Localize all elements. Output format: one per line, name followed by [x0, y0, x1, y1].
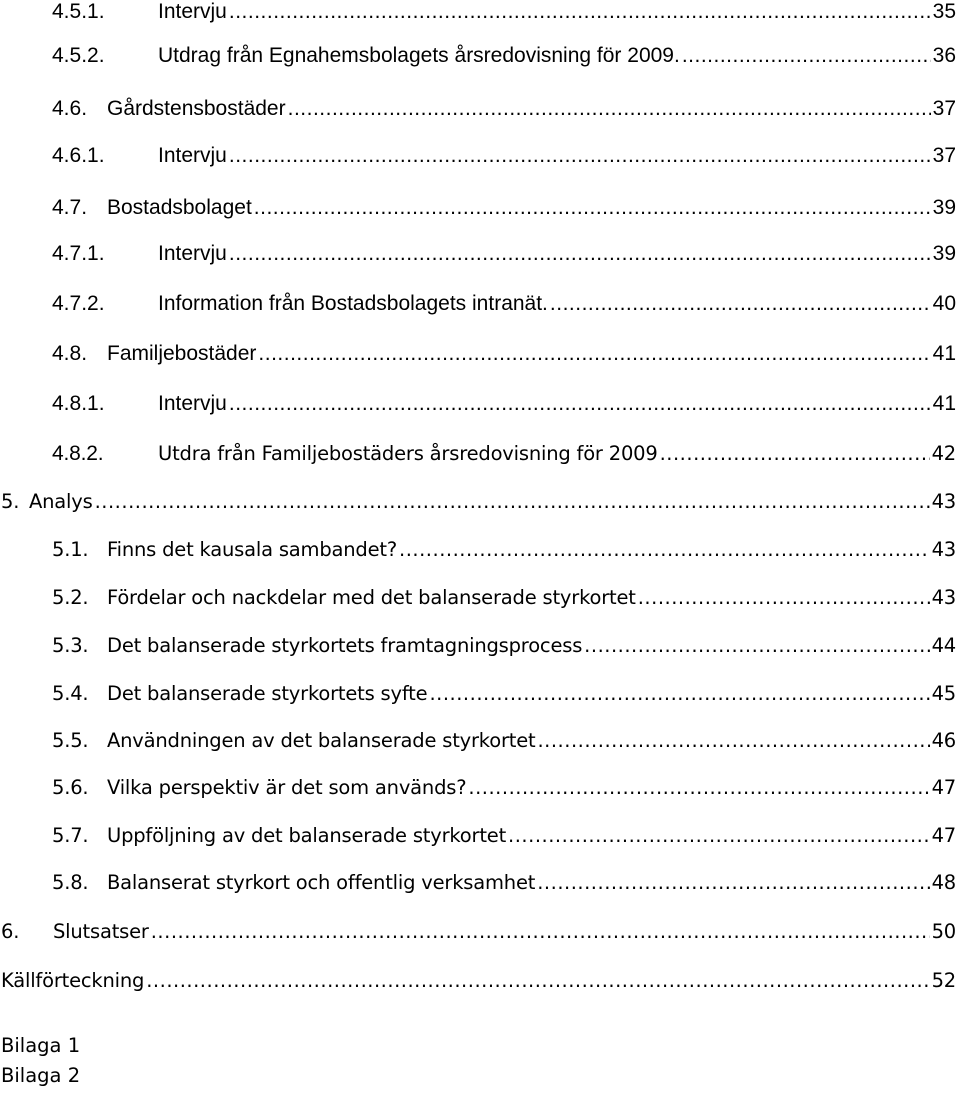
toc-entry-number: 4.5.1. — [52, 0, 105, 23]
toc-entry[interactable] — [52, 290, 956, 318]
toc-entry-title: Det balanserade styrkortets syfte — [107, 682, 428, 705]
toc-entry-page: 46 — [931, 729, 956, 752]
toc-entry-page: 43 — [931, 490, 956, 513]
toc-leader-dots — [399, 536, 930, 564]
toc-entry-title: Bostadsbolaget — [107, 196, 252, 219]
toc-entry-page: 35 — [932, 0, 956, 23]
toc-leader-dots — [146, 967, 929, 995]
toc-leader-dots — [151, 918, 930, 946]
toc-entry-number: 4.7.1. — [52, 242, 105, 265]
toc-leader-dots — [682, 42, 931, 70]
toc-entry-title: Analys — [29, 490, 93, 513]
toc-entry-number: 5. — [1, 490, 20, 513]
toc-entry[interactable] — [52, 822, 956, 850]
toc-entry[interactable] — [52, 536, 956, 564]
toc-entry-page: 39 — [932, 196, 956, 219]
toc-entry-page: 52 — [931, 969, 956, 992]
toc-entry[interactable] — [1, 918, 956, 946]
toc-entry-number: 5.4. — [52, 682, 89, 705]
toc-entry-page: 45 — [931, 682, 956, 705]
toc-entry[interactable] — [52, 194, 956, 222]
toc-entry[interactable] — [52, 340, 956, 368]
toc-entry-title: Gårdstensbostäder — [107, 97, 286, 120]
toc-entry[interactable] — [52, 440, 956, 468]
toc-leader-dots — [258, 340, 930, 368]
toc-entry-number: 4.5.2. — [52, 44, 105, 67]
toc-leader-dots — [95, 488, 930, 516]
toc-entry[interactable] — [52, 774, 956, 802]
toc-entry-page: 43 — [931, 586, 956, 609]
toc-entry-title: Utdrag från Egnahemsbolagets årsredovisning för 2009. — [158, 44, 680, 67]
toc-leader-dots — [468, 774, 929, 802]
toc-entry[interactable] — [52, 727, 956, 755]
toc-entry[interactable] — [52, 390, 956, 418]
toc-leader-dots — [229, 390, 931, 418]
toc-entry-number: 5.6. — [52, 776, 89, 799]
toc-entry-number: 4.7.2. — [52, 292, 105, 315]
toc-entry-page: 37 — [932, 97, 956, 120]
toc-entry-page: 48 — [931, 871, 956, 894]
toc-entry-title: Användningen av det balanserade styrkortet — [107, 729, 536, 752]
toc-entry[interactable] — [52, 95, 956, 123]
toc-entry-number: 5.3. — [52, 634, 89, 657]
toc-entry[interactable] — [52, 632, 956, 660]
toc-entry-title: Slutsatser — [53, 920, 149, 943]
toc-leader-dots — [537, 727, 929, 755]
toc-entry-number: 4.6.1. — [52, 144, 105, 167]
toc-entry-page: 40 — [932, 292, 956, 315]
toc-entry-number: 4.8.1. — [52, 392, 105, 415]
toc-entry[interactable] — [52, 680, 956, 708]
toc-leader-dots — [638, 584, 930, 612]
toc-leader-dots — [288, 95, 931, 123]
toc-entry-page: 41 — [932, 392, 956, 415]
toc-entry-title: Det balanserade styrkortets framtagningsprocess — [107, 634, 583, 657]
toc-entry-title: Vilka perspektiv är det som används? — [107, 776, 467, 799]
toc-leader-dots — [660, 440, 930, 468]
toc-entry-title: Intervju — [158, 144, 227, 167]
appendix-label: Bilaga 2 — [1, 1064, 81, 1087]
toc-entry-number: 5.1. — [52, 538, 89, 561]
toc-leader-dots — [508, 822, 930, 850]
toc-leader-dots — [229, 0, 931, 26]
toc-entry-page: 44 — [931, 634, 956, 657]
toc-entry[interactable] — [1, 488, 956, 516]
toc-entry-page: 41 — [932, 342, 956, 365]
toc-entry-page: 43 — [931, 538, 956, 561]
toc-leader-dots — [229, 240, 931, 268]
toc-entry[interactable] — [52, 142, 956, 170]
toc-leader-dots — [229, 142, 931, 170]
toc-entry-number: 5.5. — [52, 729, 89, 752]
toc-entry-number: 5.7. — [52, 824, 89, 847]
appendix-label: Bilaga 1 — [1, 1034, 81, 1057]
toc-leader-dots — [537, 869, 929, 897]
toc-entry[interactable] — [52, 869, 956, 897]
toc-entry-title: Familjebostäder — [107, 342, 257, 365]
toc-entry-title: Fördelar och nackdelar med det balanserade styrkortet — [107, 586, 636, 609]
toc-entry-title: Intervju — [158, 392, 227, 415]
toc-entry-number: 4.8.2. — [52, 442, 104, 465]
toc-leader-dots — [550, 290, 931, 318]
toc-entry-page: 50 — [931, 920, 956, 943]
toc-entry-page: 39 — [932, 242, 956, 265]
toc-entry[interactable] — [52, 240, 956, 268]
toc-entry[interactable] — [52, 0, 956, 26]
toc-entry-page: 47 — [931, 824, 956, 847]
toc-leader-dots — [254, 194, 931, 222]
toc-entry-number: 5.2. — [52, 586, 89, 609]
toc-entry[interactable] — [1, 967, 956, 995]
toc-entry-number: 4.8. — [52, 342, 88, 365]
toc-entry-page: 36 — [932, 44, 956, 67]
toc-entry-title: Information från Bostadsbolagets intranät. — [158, 292, 548, 315]
toc-entry[interactable] — [52, 42, 956, 70]
toc-entry-title: Finns det kausala sambandet? — [107, 538, 398, 561]
toc-entry-number: 4.6. — [52, 97, 88, 120]
toc-entry-number: 6. — [1, 920, 20, 943]
toc-entry-title: Källförteckning — [1, 969, 145, 992]
toc-entry-number: 5.8. — [52, 871, 89, 894]
toc-entry-title: Intervju — [158, 0, 227, 23]
toc-leader-dots — [584, 632, 929, 660]
toc-entry-title: Uppföljning av det balanserade styrkortet — [107, 824, 507, 847]
toc-entry-page: 37 — [932, 144, 956, 167]
toc-entry-title: Utdra från Familjebostäders årsredovisning för 2009 — [158, 442, 658, 465]
toc-entry-page: 47 — [931, 776, 956, 799]
toc-entry-number: 4.7. — [52, 196, 88, 219]
toc-leader-dots — [429, 680, 929, 708]
toc-entry-title: Balanserat styrkort och offentlig verksamhet — [107, 871, 536, 894]
toc-entry-page: 42 — [931, 442, 956, 465]
toc-entry[interactable] — [52, 584, 956, 612]
toc-entry-title: Intervju — [158, 242, 227, 265]
